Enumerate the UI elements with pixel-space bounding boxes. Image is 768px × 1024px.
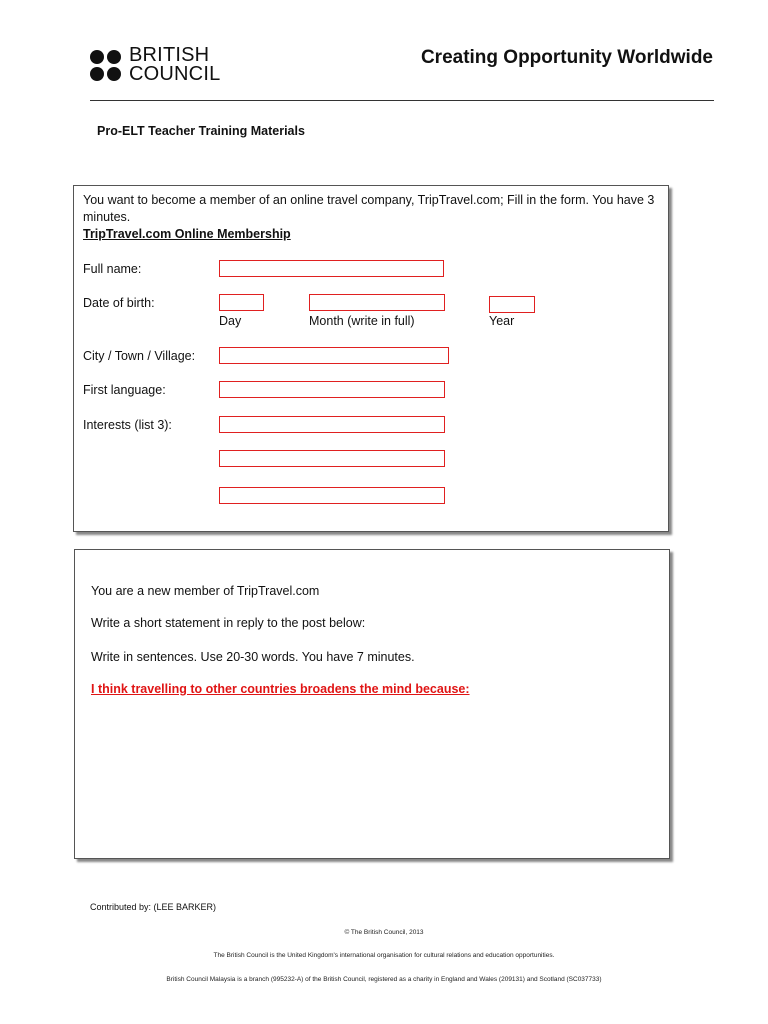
dob-year-field[interactable] — [489, 296, 535, 313]
interest-3-field[interactable] — [219, 487, 445, 504]
city-label: City / Town / Village: — [83, 349, 196, 363]
interests-label: Interests (list 3): — [83, 418, 172, 432]
footer-line-1: The British Council is the United Kingdom's international organisation for cultural relations and education opportunities. — [213, 952, 555, 959]
dob-month-label: Month (write in full) — [309, 314, 415, 328]
contributor: Contributed by: (LEE BARKER) — [90, 902, 217, 912]
task1-instructions: You want to become a member of an online travel company, TripTravel.com; Fill in the form. You have 3 minutes. — [83, 193, 655, 224]
logo-dots-icon — [90, 50, 121, 81]
dob-day-field[interactable] — [219, 294, 264, 311]
first-language-field[interactable] — [219, 381, 445, 398]
dob-year-label: Year — [489, 314, 515, 328]
british-council-logo — [90, 46, 220, 84]
task2-line-2: Write a short statement in reply to the post below: — [91, 616, 366, 630]
task2-line-3: Write in sentences. Use 20-30 words. You have 7 minutes. — [91, 650, 415, 664]
interest-1-field[interactable] — [219, 416, 445, 433]
dob-month-field[interactable] — [309, 294, 445, 311]
interest-2-field[interactable] — [219, 450, 445, 467]
task2-prompt: I think travelling to other countries broadens the mind because: — [91, 682, 470, 696]
membership-form-box — [73, 185, 669, 532]
dob-label: Date of birth: — [83, 296, 155, 310]
header-divider — [90, 100, 714, 101]
footer-copyright: © The British Council, 2013 — [344, 929, 424, 936]
logo-text — [129, 46, 220, 84]
document-subtitle: Pro-ELT Teacher Training Materials — [97, 124, 305, 138]
form-title: TripTravel.com Online Membership — [83, 227, 291, 241]
city-field[interactable] — [219, 347, 449, 364]
footer-line-2: British Council Malaysia is a branch (995232-A) of the British Council, registered as a charity in England and Wales (209131) and Scotland (SC037733) — [166, 976, 602, 983]
task2-line-1: You are a new member of TripTravel.com — [91, 584, 320, 598]
logo-line-2: COUNCIL — [129, 63, 221, 85]
tagline: Creating Opportunity Worldwide — [420, 47, 713, 68]
full-name-field[interactable] — [219, 260, 444, 277]
first-language-label: First language: — [83, 383, 166, 397]
full-name-label: Full name: — [83, 262, 142, 276]
logo-line-1: BRITISH — [129, 44, 210, 66]
dob-day-label: Day — [219, 314, 242, 328]
writing-task-box — [74, 549, 670, 859]
